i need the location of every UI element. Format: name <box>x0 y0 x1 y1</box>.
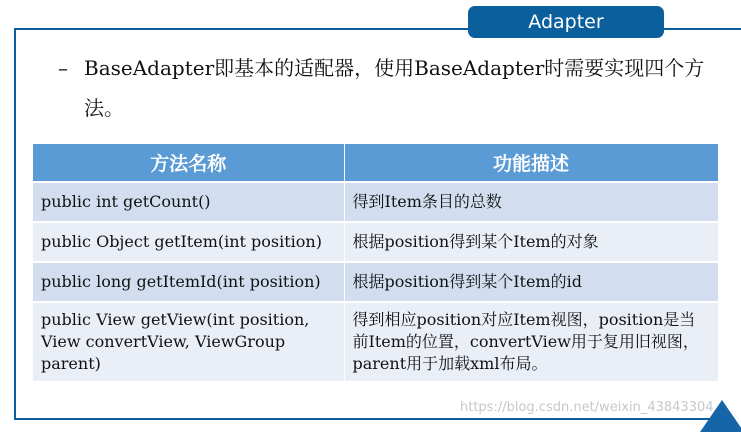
frame-top-line-left <box>14 28 468 30</box>
description-cell: 得到相应position对应Item视图，position是当前Item的位置，convertView用于复用旧视图，parent用于加载xml布局。 <box>344 302 718 381</box>
table-row <box>33 182 718 222</box>
description-cell: 根据position得到某个Item的id <box>344 262 718 302</box>
table-row <box>33 262 718 302</box>
method-cell: public Object getItem(int position) <box>33 222 344 262</box>
table-header-row <box>33 144 718 182</box>
method-cell: public long getItemId(int position) <box>33 262 344 302</box>
table-row <box>33 302 718 381</box>
frame-bottom-line <box>14 418 714 420</box>
slide-title-tab: Adapter <box>468 6 664 38</box>
methods-table <box>33 144 719 381</box>
watermark-text: https://blog.csdn.net/weixin_43843304 <box>460 400 714 415</box>
header-description: 功能描述 <box>344 144 718 182</box>
description-cell: 根据position得到某个Item的对象 <box>344 222 718 262</box>
header-method-name: 方法名称 <box>33 144 344 182</box>
bullet-dash: – <box>58 56 68 80</box>
method-cell: public int getCount() <box>33 182 344 222</box>
bullet-text: BaseAdapter即基本的适配器，使用BaseAdapter时需要实现四个方法。 <box>84 56 705 120</box>
method-cell: public View getView(int position, View convertView, ViewGroup parent) <box>33 302 344 381</box>
bullet-point <box>58 48 718 128</box>
frame-top-line-right <box>664 28 741 30</box>
table-row <box>33 222 718 262</box>
frame-left-line <box>14 28 16 420</box>
description-cell: 得到Item条目的总数 <box>344 182 718 222</box>
